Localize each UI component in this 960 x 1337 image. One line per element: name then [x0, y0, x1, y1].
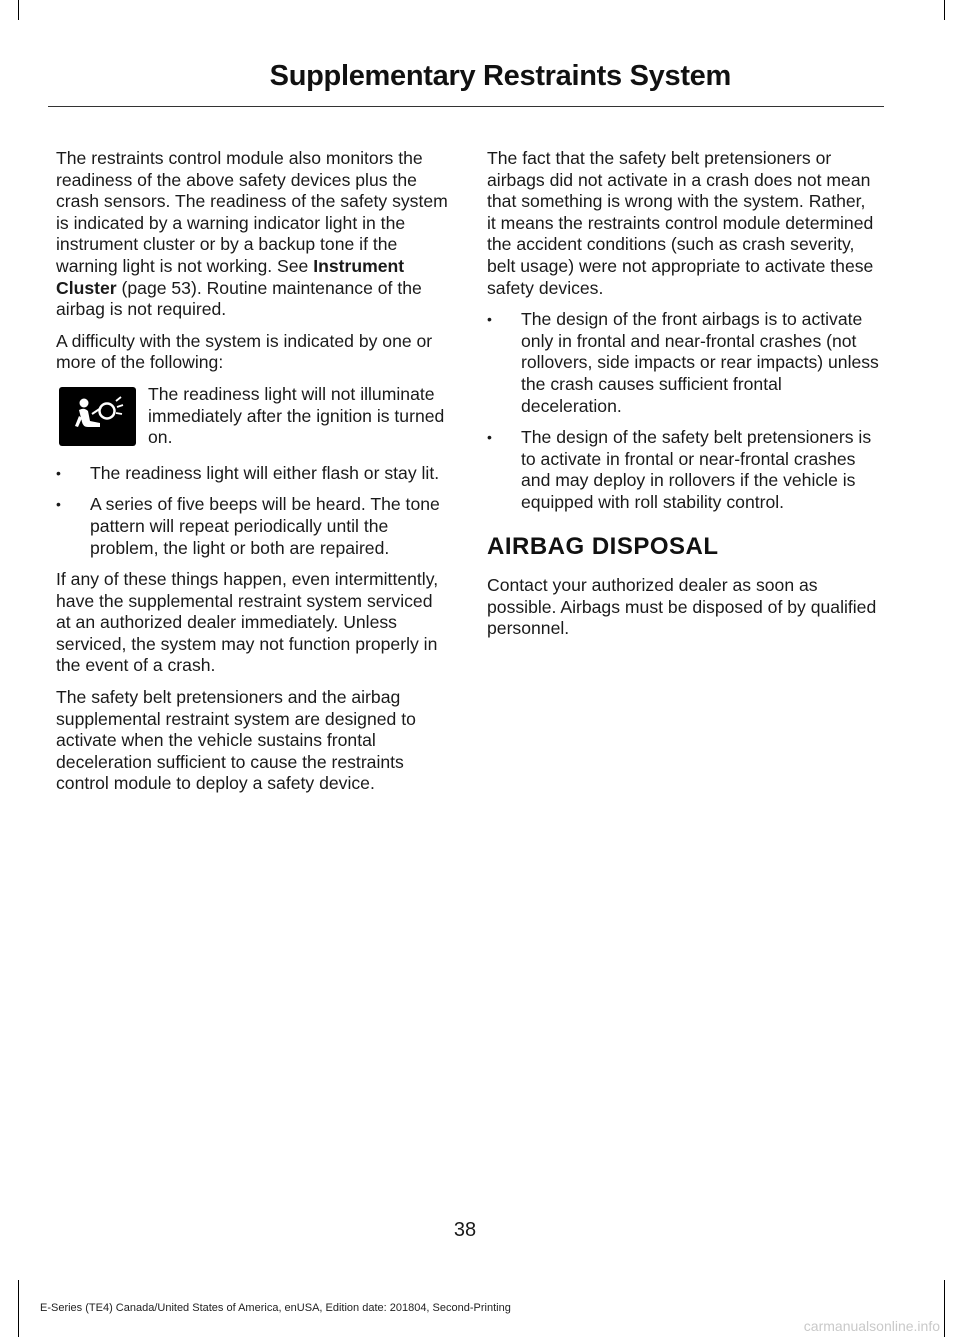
crop-mark-bottom-left: [18, 1280, 19, 1337]
paragraph-text: The restraints control module also monitors the readiness of the above safety devices plus the crash sensors. The readiness of the safety system is indicated by a warning indicator light in the instrument cluster or by a backup tone if the warning light is not working. See: [56, 148, 448, 276]
section-heading: AIRBAG DISPOSAL: [487, 532, 719, 560]
paragraph-service: If any of these things happen, even intermittently, have the supplemental restraint system serviced at an authorized dealer immediately. Unless serviced, the system may not function properly in the event of a crash.: [56, 569, 439, 676]
airbag-warning-icon: [59, 387, 136, 446]
page-number: 38: [453, 1219, 477, 1241]
edition-footer: E-Series (TE4) Canada/United States of America, enUSA, Edition date: 201804, Second-Printing: [40, 1302, 511, 1314]
paragraph-not-activated: The fact that the safety belt pretensioners or airbags did not activate in a crash does not mean that something is wrong with the system. Rather, it means the restraints control module determined the accident conditions (such as crash severity, belt usage) were not appropriate to activate these safety devices.: [487, 148, 874, 298]
watermark: carmanualsonline.info: [803, 1318, 940, 1334]
symptom-list: [56, 463, 448, 559]
list-item: • The design of the front airbags is to activate only in frontal and near-frontal crashes (not rollovers, side impacts or rear impacts) unless the crash causes sufficient frontal deceleration.: [487, 309, 879, 417]
design-list: [487, 309, 879, 513]
left-column: [56, 148, 448, 805]
header-divider: [48, 106, 884, 107]
list-item: • A series of five beeps will be heard. The tone pattern will repeat periodically until the problem, the light or both are repaired.: [56, 494, 448, 559]
crop-mark-top-left: [18, 0, 19, 20]
crop-mark-bottom-right: [944, 1280, 945, 1337]
instrument-cluster-link[interactable]: Instrument Cluster: [56, 255, 405, 298]
list-item: • The design of the safety belt pretensioners is to activate in frontal or near-frontal crashes and may deploy in rollovers if the vehicle is equipped with roll stability control.: [487, 427, 879, 513]
paragraph-text: (page 53). Routine maintenance of the airbag is not required.: [56, 277, 422, 320]
icon-note-text: The readiness light will not illuminate immediately after the ignition is turned on.: [148, 383, 445, 448]
list-item: • The readiness light will either flash or stay lit.: [56, 463, 448, 485]
paragraph-disposal: Contact your authorized dealer as soon as possible. Airbags must be disposed of by qualified personnel.: [487, 575, 877, 639]
paragraph-difficulty: A difficulty with the system is indicated by one or more of the following:: [56, 330, 433, 373]
paragraph-pretensioners: The safety belt pretensioners and the airbag supplemental restraint system are designed to activate when the vehicle sustains frontal deceleration sufficient to cause the restraints control module to deploy a safety device.: [56, 687, 416, 794]
page-title: Supplementary Restraints System: [269, 60, 731, 92]
icon-note: [56, 384, 448, 449]
paragraph-readiness-monitor: [56, 148, 448, 321]
crop-mark-top-right: [944, 0, 945, 20]
right-column: [487, 148, 879, 650]
